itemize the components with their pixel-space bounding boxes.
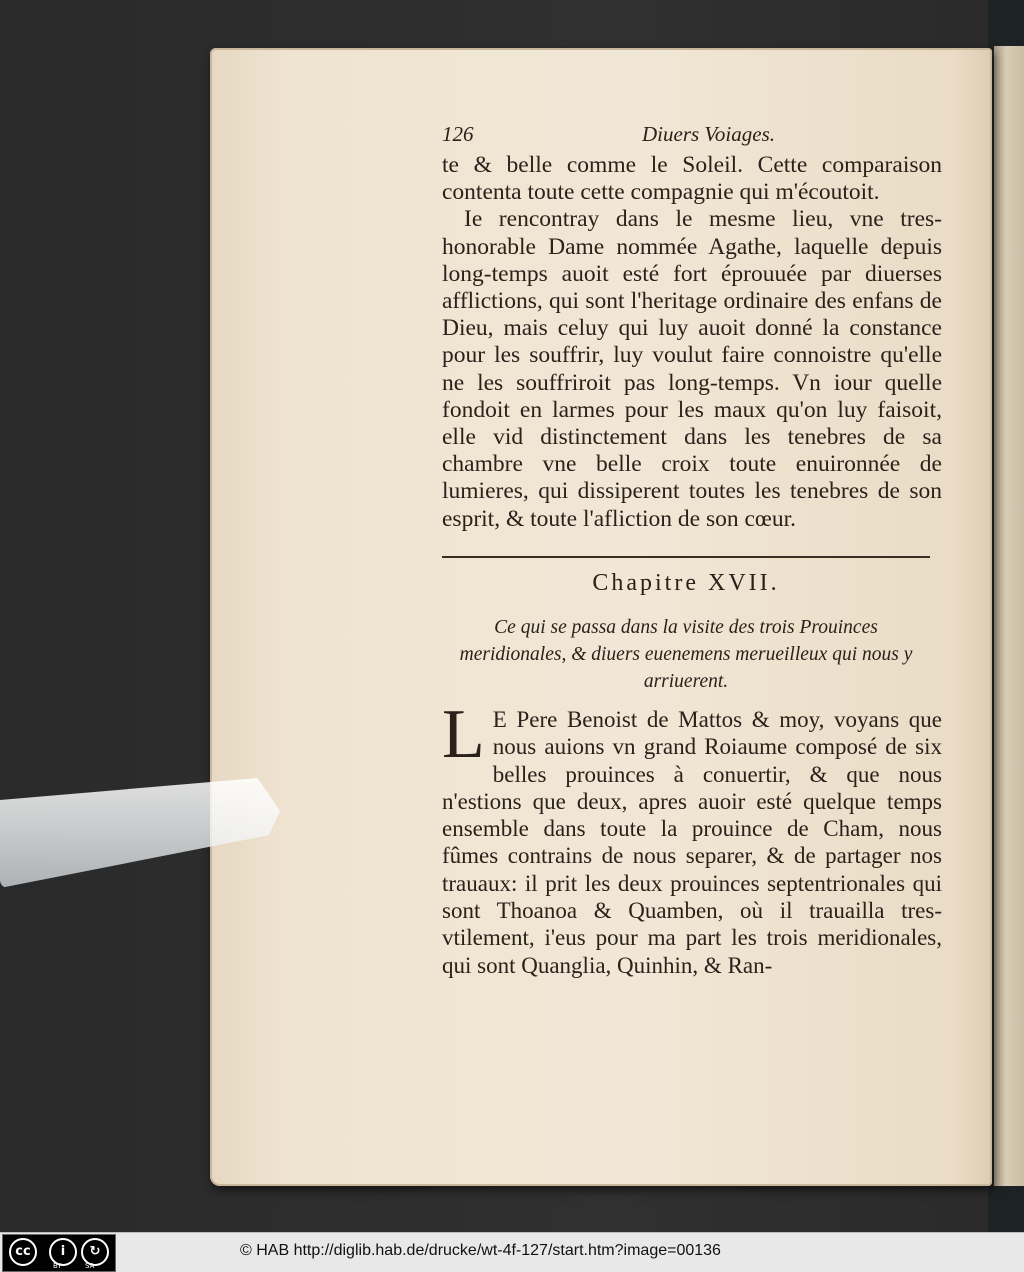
attribution-icon: i <box>49 1238 77 1266</box>
chapter-body <box>442 696 942 979</box>
adjacent-page-edge <box>994 46 1024 1186</box>
text-block-top <box>442 152 942 533</box>
paragraph-agathe: Ie rencontray dans le mesme lieu, vne tres-honorable Dame nommée Agathe, laquelle depuis long-temps auoit esté fort éprouuée par diuerses afflictions, qui sont l'heritage ordinaire des enfans de Dieu, mais celuy qui luy auoit donné la constance pour les souffrir, luy voulut faire connoistre qu'elle ne les souffriroit pas long-temps. Vn iour quelle fondoit en larmes pour les maux qu'on luy faisoit, elle vid distinctement dans les tenebres de sa chambre vne belle croix toute enuironnée de lumieres, qui dissiperent toutes les tenebres de son esprit, & toute l'afliction de son cœur. <box>442 206 942 532</box>
chapter-summary: Ce qui se passa dans la visite des trois Prouinces meridionales, & diuers euenemens merueilleux qui nous y arriuerent. <box>459 617 913 692</box>
cc-license-badge[interactable] <box>2 1234 116 1272</box>
license-by-label: BY <box>53 1262 62 1270</box>
chapter-body-text: E Pere Benoist de Mattos & moy, voyans que nous auions vn grand Roiaume composé de six belles prouinces à conuertir, & que nous n'estions que deux, apres auoir esté quelque temps ensemble dans toute la prouince de Cham, nous fûmes contrains de nous separer, & de partager nos trauaux: il prit les deux prouinces septentrionales qui sont Thoanoa & Quamben, où il trauailla tres-vtilement, i'eus pour ma part les trois meridionales, qui sont Quanglia, Quinhin, & Ran- <box>442 707 942 978</box>
book-spine-top <box>988 0 1024 50</box>
paragraph-continued: te & belle comme le Soleil. Cette comparaison contenta toute cette compagnie qui m'écoutoit. <box>442 152 942 206</box>
running-head <box>442 122 942 152</box>
copyright-link[interactable]: © HAB http://diglib.hab.de/drucke/wt-4f-127/start.htm?image=00136 <box>240 1242 721 1259</box>
cc-icon: cc <box>9 1238 37 1266</box>
drop-cap: L <box>442 696 485 773</box>
page-number: 126 <box>442 122 474 146</box>
running-head-title: Diuers Voiages. <box>642 122 775 146</box>
license-sa-label: SA <box>85 1262 95 1270</box>
share-alike-icon: ↻ <box>81 1238 109 1266</box>
book-spine-bottom <box>988 1186 1024 1232</box>
section-rule <box>442 556 930 558</box>
footer-bar <box>0 1232 1024 1272</box>
chapter-heading: Chapitre XVII. <box>592 570 780 596</box>
